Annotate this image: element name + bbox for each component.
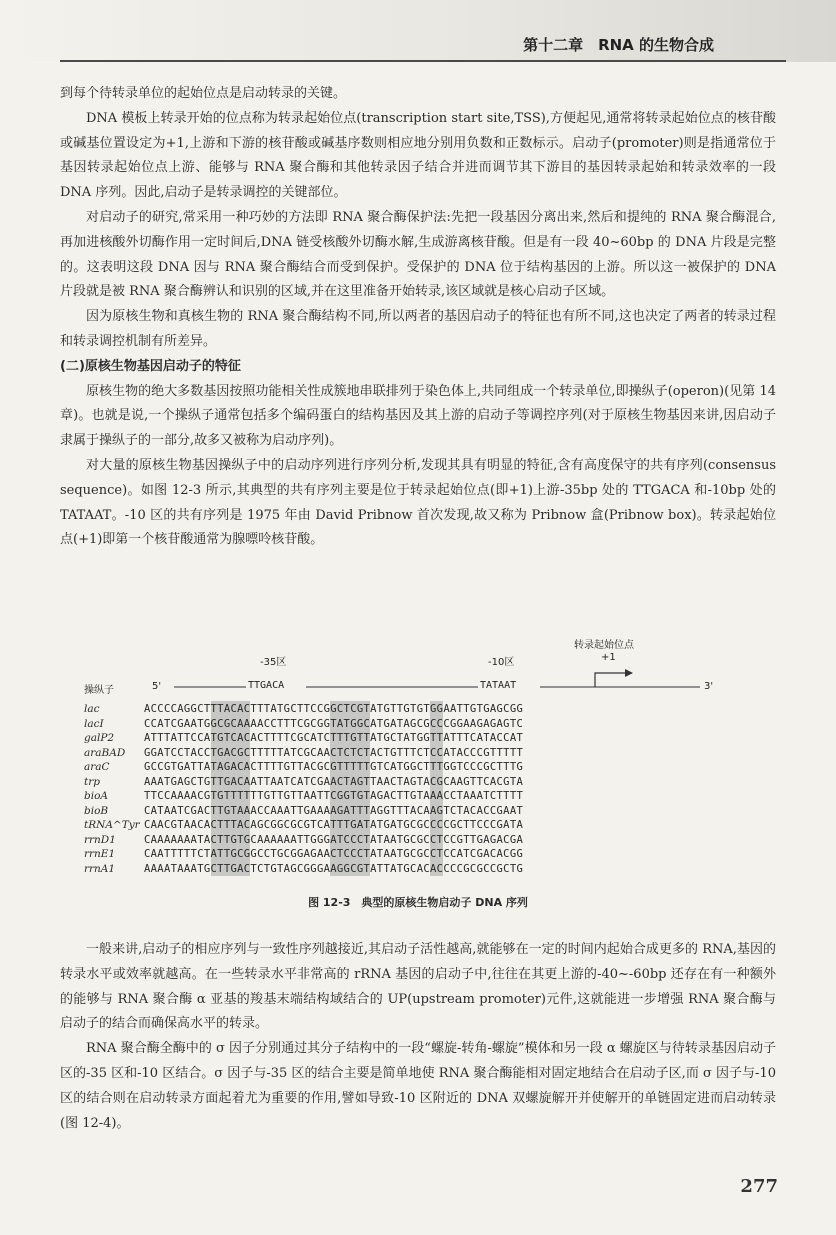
tss-arrow	[595, 673, 625, 687]
dna-sequence: GGATCCTACCTGACGCTTTTTATCGCAACTCTCTACTGTTTCTCCATACCCGTTTTT	[144, 746, 524, 759]
minus10-label: -10区	[488, 657, 515, 668]
dna-sequence: CCATCGAATGGCGCAAAACCTTTCGCGGTATGGCATGATAGCGCCCGGAAGAGAGTC	[144, 717, 524, 730]
gene-name: araC	[84, 761, 110, 773]
operon-label: 操纵子	[84, 685, 114, 696]
dna-sequence: ATTTATTCCATGTCACACTTTTCGCATCTTTGTTATGCTATGGTTATTTCATACCAT	[144, 732, 524, 744]
dna-sequence: TTCCAAAACGTGTTTTTTGTTGTTAATTCGGTGTAGACTTGTAAACCTAAATCTTTT	[144, 790, 524, 802]
five-prime-label: 5'	[152, 681, 162, 692]
dna-sequence: ACCCCAGGCTTTACACTTTATGCTTCCGGCTCGTATGTTGTGTGGAATTGTGAGCGG	[144, 703, 524, 715]
paragraph: 对大量的原核生物基因操纵子中的启动序列进行序列分析,发现其具有明显的特征,含有高度保守的共有序列(consensus sequence)。如图 12-3 所示,其典型的共有序列主要是位于转录起始位点(即+1)上游-35bp 处的 TTGACA 和-10bp 处的 TATAAT。-10 区的共有序列是 1975 年由 David Pribnow 首次发现,故又称为 Pribnow 盒(Pribnow box)。转录起始位点(+1)即第一个核苷酸通常为腺嘌呤核苷酸。	[60, 457, 776, 548]
paragraph: 对启动子的研究,常采用一种巧妙的方法即 RNA 聚合酶保护法:先把一段基因分离出来,然后和提纯的 RNA 聚合酶混合,再加进核酸外切酶作用一定时间后,DNA 链受核酸外切酶水解,生成游离核苷酸。但是有一段 40~60bp 的 DNA 片段是完整的。这表明这段 DNA 因与 RNA 聚合酶结合而受到保护。受保护的 DNA 位于结构基因的上游。所以这一被保护的 DNA 片段就是被 RNA 聚合酶辨认和识别的区域,并在这里准备开始转录,该区域就是核心启动子区域。	[60, 209, 776, 300]
gene-name: araBAD	[84, 746, 126, 759]
chapter-title: 第十二章 RNA 的生物合成	[523, 36, 714, 54]
paragraph: 一般来讲,启动子的相应序列与一致性序列越接近,其启动子活性越高,就能够在一定的时间内起始合成更多的 RNA,基因的转录水平或效率就越高。在一些转录水平非常高的 rRNA 基因的启动子中,往往在其更上游的-40~-60bp 还存在有一种额外的能够与 RNA 聚合酶 α 亚基的羧基末端结构域结合的 UP(upstream promoter)元件,这就能进一步增强 RNA 聚合酶与启动子的结合而确保高水平的转录。	[60, 942, 776, 1032]
gene-name: lacI	[84, 717, 104, 730]
paragraph: RNA 聚合酶全酶中的 σ 因子分别通过其分子结构中的一段“螺旋-转角-螺旋”模体和另一段 α 螺旋区与待转录基因启动子区的-35 区和-10 区结合。σ 因子与-35 区的结合主要是简单地使 RNA 聚合酶能相对固定地结合在启动子区,而 σ 因子与-10 区的结合则在启动转录方面起着尤为重要的作用,譬如导致-10 区附近的 DNA 双螺旋解开并使解开的单链固定进而启动转录(图 12-4)。	[60, 1041, 776, 1131]
gene-name: lac	[84, 703, 100, 715]
figure-promoter-sequences	[60, 626, 776, 909]
dna-sequence: CATAATCGACTTGTAAACCAAATTGAAAAGATTTAGGTTTACAAGTCTACACCGAAT	[144, 804, 524, 817]
three-prime-label: 3'	[704, 681, 714, 692]
dna-sequence: AAATGAGCTGTTGACAATTAATCATCGAACTAGTTAACTAGTACGCAAGTTCACGTA	[144, 775, 524, 788]
dna-sequence: CAACGTAACACTTTACAGCGGCGCGTCATTTGATATGATGCGCCCCGCTTCCCGATA	[144, 819, 524, 831]
paragraph: DNA 模板上转录开始的位点称为转录起始位点(transcription start site,TSS),方便起见,通常将转录起始位点的核苷酸或碱基位置设定为+1,上游和下游的核苷酸或碱基序数则相应地分别用负数和正数标示。启动子(promoter)则是指通常位于基因转录起始位点上游、能够与 RNA 聚合酶和其他转录因子结合并进而调节其下游目的基因转录起始和转录效率的一段 DNA 序列。因此,启动子是转录调控的关键部位。	[60, 110, 776, 201]
tss-label: 转录起始位点	[574, 640, 634, 651]
plus1-label: +1	[601, 652, 616, 663]
section-heading: (二)原核生物基因启动子的特征	[60, 358, 241, 374]
paragraph: 到每个待转录单位的起始位点是启动转录的关键。	[60, 86, 347, 101]
tss-arrowhead	[625, 669, 633, 677]
minus35-label: -35区	[260, 657, 287, 668]
page-number: 277	[740, 1176, 778, 1197]
consensus-10: TATAAT	[480, 680, 517, 691]
gene-name: bioB	[84, 804, 109, 817]
dna-sequence: CAAAAAAATACTTGTGCAAAAAATTGGGATCCCTATAATGCGCCTCCGTTGAGACGA	[144, 833, 524, 846]
paragraph: 原核生物的绝大多数基因按照功能相关性成簇地串联排列于染色体上,共同组成一个转录单位,即操纵子(operon)(见第 14 章)。也就是说,一个操纵子通常包括多个编码蛋白的结构基因及其上游的启动子等调控序列(对于原核生物基因来讲,因启动子隶属于操纵子的一部分,故多又被称为启动序列)。	[60, 383, 776, 449]
gene-name: rrnA1	[84, 862, 116, 875]
dna-sequence: GCCGTGATTATAGACACTTTTGTTACGCGTTTTTGTCATGGCTTTGGTCCCGCTTTG	[144, 761, 524, 773]
page-header	[0, 0, 836, 62]
figure-caption: 图 12-3 典型的原核生物启动子 DNA 序列	[308, 896, 528, 909]
consensus-line	[60, 626, 776, 706]
dna-sequence: AAAATAAATGCTTGACTCTGTAGCGGGAAGGCGTATTATGCACACCCCGCGCCGCTG	[144, 862, 524, 875]
gene-name: bioA	[84, 790, 108, 802]
gene-name: rrnE1	[84, 848, 116, 860]
gene-name: rrnD1	[84, 833, 116, 846]
gene-name: tRNA^Tyr	[84, 819, 140, 831]
body-text-bottom	[60, 938, 776, 1136]
gene-name: galP2	[84, 732, 115, 744]
consensus-35: TTGACA	[248, 680, 285, 691]
body-text-top	[60, 82, 776, 553]
dna-sequence: CAATTTTTCTATTGCGGCCTGCGGAGAACTCCCTATAATGCGCCTCCATCGACACGG	[144, 848, 524, 860]
paragraph: 因为原核生物和真核生物的 RNA 聚合酶结构不同,所以两者的基因启动子的特征也有所不同,这也决定了两者的转录过程和转录调控机制有所差异。	[60, 309, 776, 349]
header-rule	[60, 60, 786, 62]
gene-name: trp	[84, 775, 100, 788]
